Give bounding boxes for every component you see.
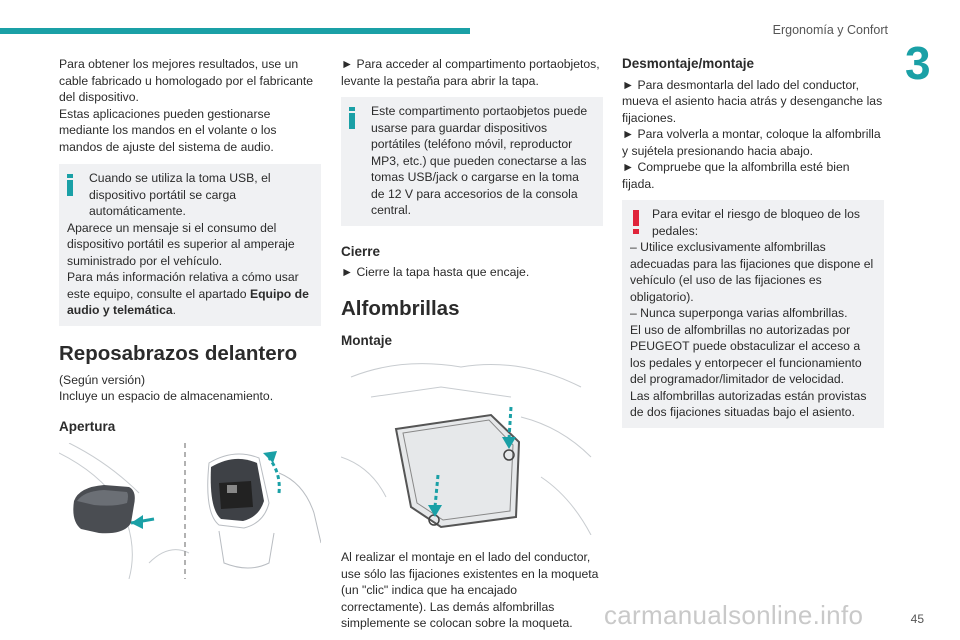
section-title-alfombrillas: Alfombrillas — [341, 296, 460, 320]
info-note-storage — [341, 97, 603, 226]
warning-icon — [633, 210, 639, 234]
armrest-illustration — [59, 443, 321, 579]
subsection-montaje: Montaje — [341, 332, 393, 348]
info-note-storage-text: Este compartimento portaobjetos puede usarse para guardar dispositivos portátiles (teléfono móvil, reproductor MP3, etc.) que pueden conectarse a las tomas USB/jack o cargarse en la toma de 12 V para accesorios de la consola central. — [371, 104, 588, 217]
intro-paragraph-2: Estas aplicaciones pueden gestionarse mediante los mandos en el volante o los mandos de ajuste del sistema de audio. — [59, 106, 277, 154]
subsection-apertura: Apertura — [59, 418, 116, 434]
header-accent-bar — [0, 28, 470, 34]
warning-note-pedals — [622, 200, 884, 428]
section-sub-2: Incluye un espacio de almacenamiento. — [59, 389, 274, 403]
section-title-reposabrazos: Reposabrazos delantero — [59, 341, 298, 365]
desmontaje-step-2: ► Para volverla a montar, coloque la alfombrilla y sujétela presionando hacia abajo. — [622, 127, 881, 158]
chapter-number: 3 — [905, 37, 931, 89]
access-instruction: ► Para acceder al compartimento portaobjetos, levante la pestaña para abrir la tapa. — [341, 57, 600, 88]
info-icon — [349, 107, 355, 129]
armrest-drawing — [59, 443, 321, 579]
intro-paragraph-1: Para obtener los mejores resultados, use un cable fabricado u homologado por el fabricante del dispositivo. — [59, 57, 314, 104]
subsection-desmontaje: Desmontaje/montaje — [622, 56, 755, 71]
subsection-cierre: Cierre — [341, 243, 381, 259]
info-note-line-2: Aparece un mensaje si el consumo del dispositivo portátil es superior al amperaje suministrado por el vehículo. — [67, 220, 295, 268]
floor-mat-drawing — [341, 357, 603, 535]
warning-line-1: Para evitar el riesgo de bloqueo de los pedales: — [652, 207, 860, 238]
column-1 — [59, 56, 321, 579]
warning-line-3: – Nunca superponga varias alfombrillas. — [630, 306, 848, 320]
floor-mat-illustration — [341, 357, 603, 535]
section-sub-1: (Según versión) — [59, 372, 146, 387]
column-2 — [341, 56, 603, 632]
desmontaje-step-1: ► Para desmontarla del lado del conductor, mueva el asiento hacia atrás y desenganche las fijaciones. — [622, 77, 883, 125]
warning-line-4: El uso de alfombrillas no autorizadas por PEUGEOT puede obstaculizar el acceso a los pedales y entorpecer el funcionamiento del programador/limitador de velocidad. — [630, 322, 862, 386]
montaje-description: Al realizar el montaje en el lado del conductor, use sólo las fijaciones existentes en la moqueta (un "clic" indica que ha encajado correctamente). Las demás alfombrillas simplemente se colocan sobre la moqueta. — [341, 550, 599, 630]
cross-reference: Equipo de audio y telemática — [67, 286, 309, 317]
desmontaje-step-3: ► Compruebe que la alfombrilla esté bien fijada. — [622, 160, 850, 191]
column-3 — [622, 56, 884, 428]
info-note-line-3: Para más información relativa a cómo usar este equipo, consulte el apartado Equipo de audio y telemática. — [67, 270, 309, 317]
info-icon — [67, 174, 73, 196]
header-section-title: Ergonomía y Confort — [772, 23, 888, 37]
watermark: carmanualsonline.info — [604, 600, 864, 630]
page-number: 45 — [910, 612, 924, 626]
warning-line-2: – Utilice exclusivamente alfombrillas adecuadas para las fijaciones que dispone el vehículo (el uso de las fijaciones es obligatorio). — [630, 240, 874, 304]
info-note-usb — [59, 164, 321, 326]
info-note-line-1: Cuando se utiliza la toma USB, el dispositivo portátil se carga automáticamente. — [89, 171, 271, 218]
warning-line-5: Las alfombrillas autorizadas están provistas de dos fijaciones situadas bajo el asiento. — [630, 388, 867, 419]
cierre-instruction: ► Cierre la tapa hasta que encaje. — [341, 265, 530, 279]
